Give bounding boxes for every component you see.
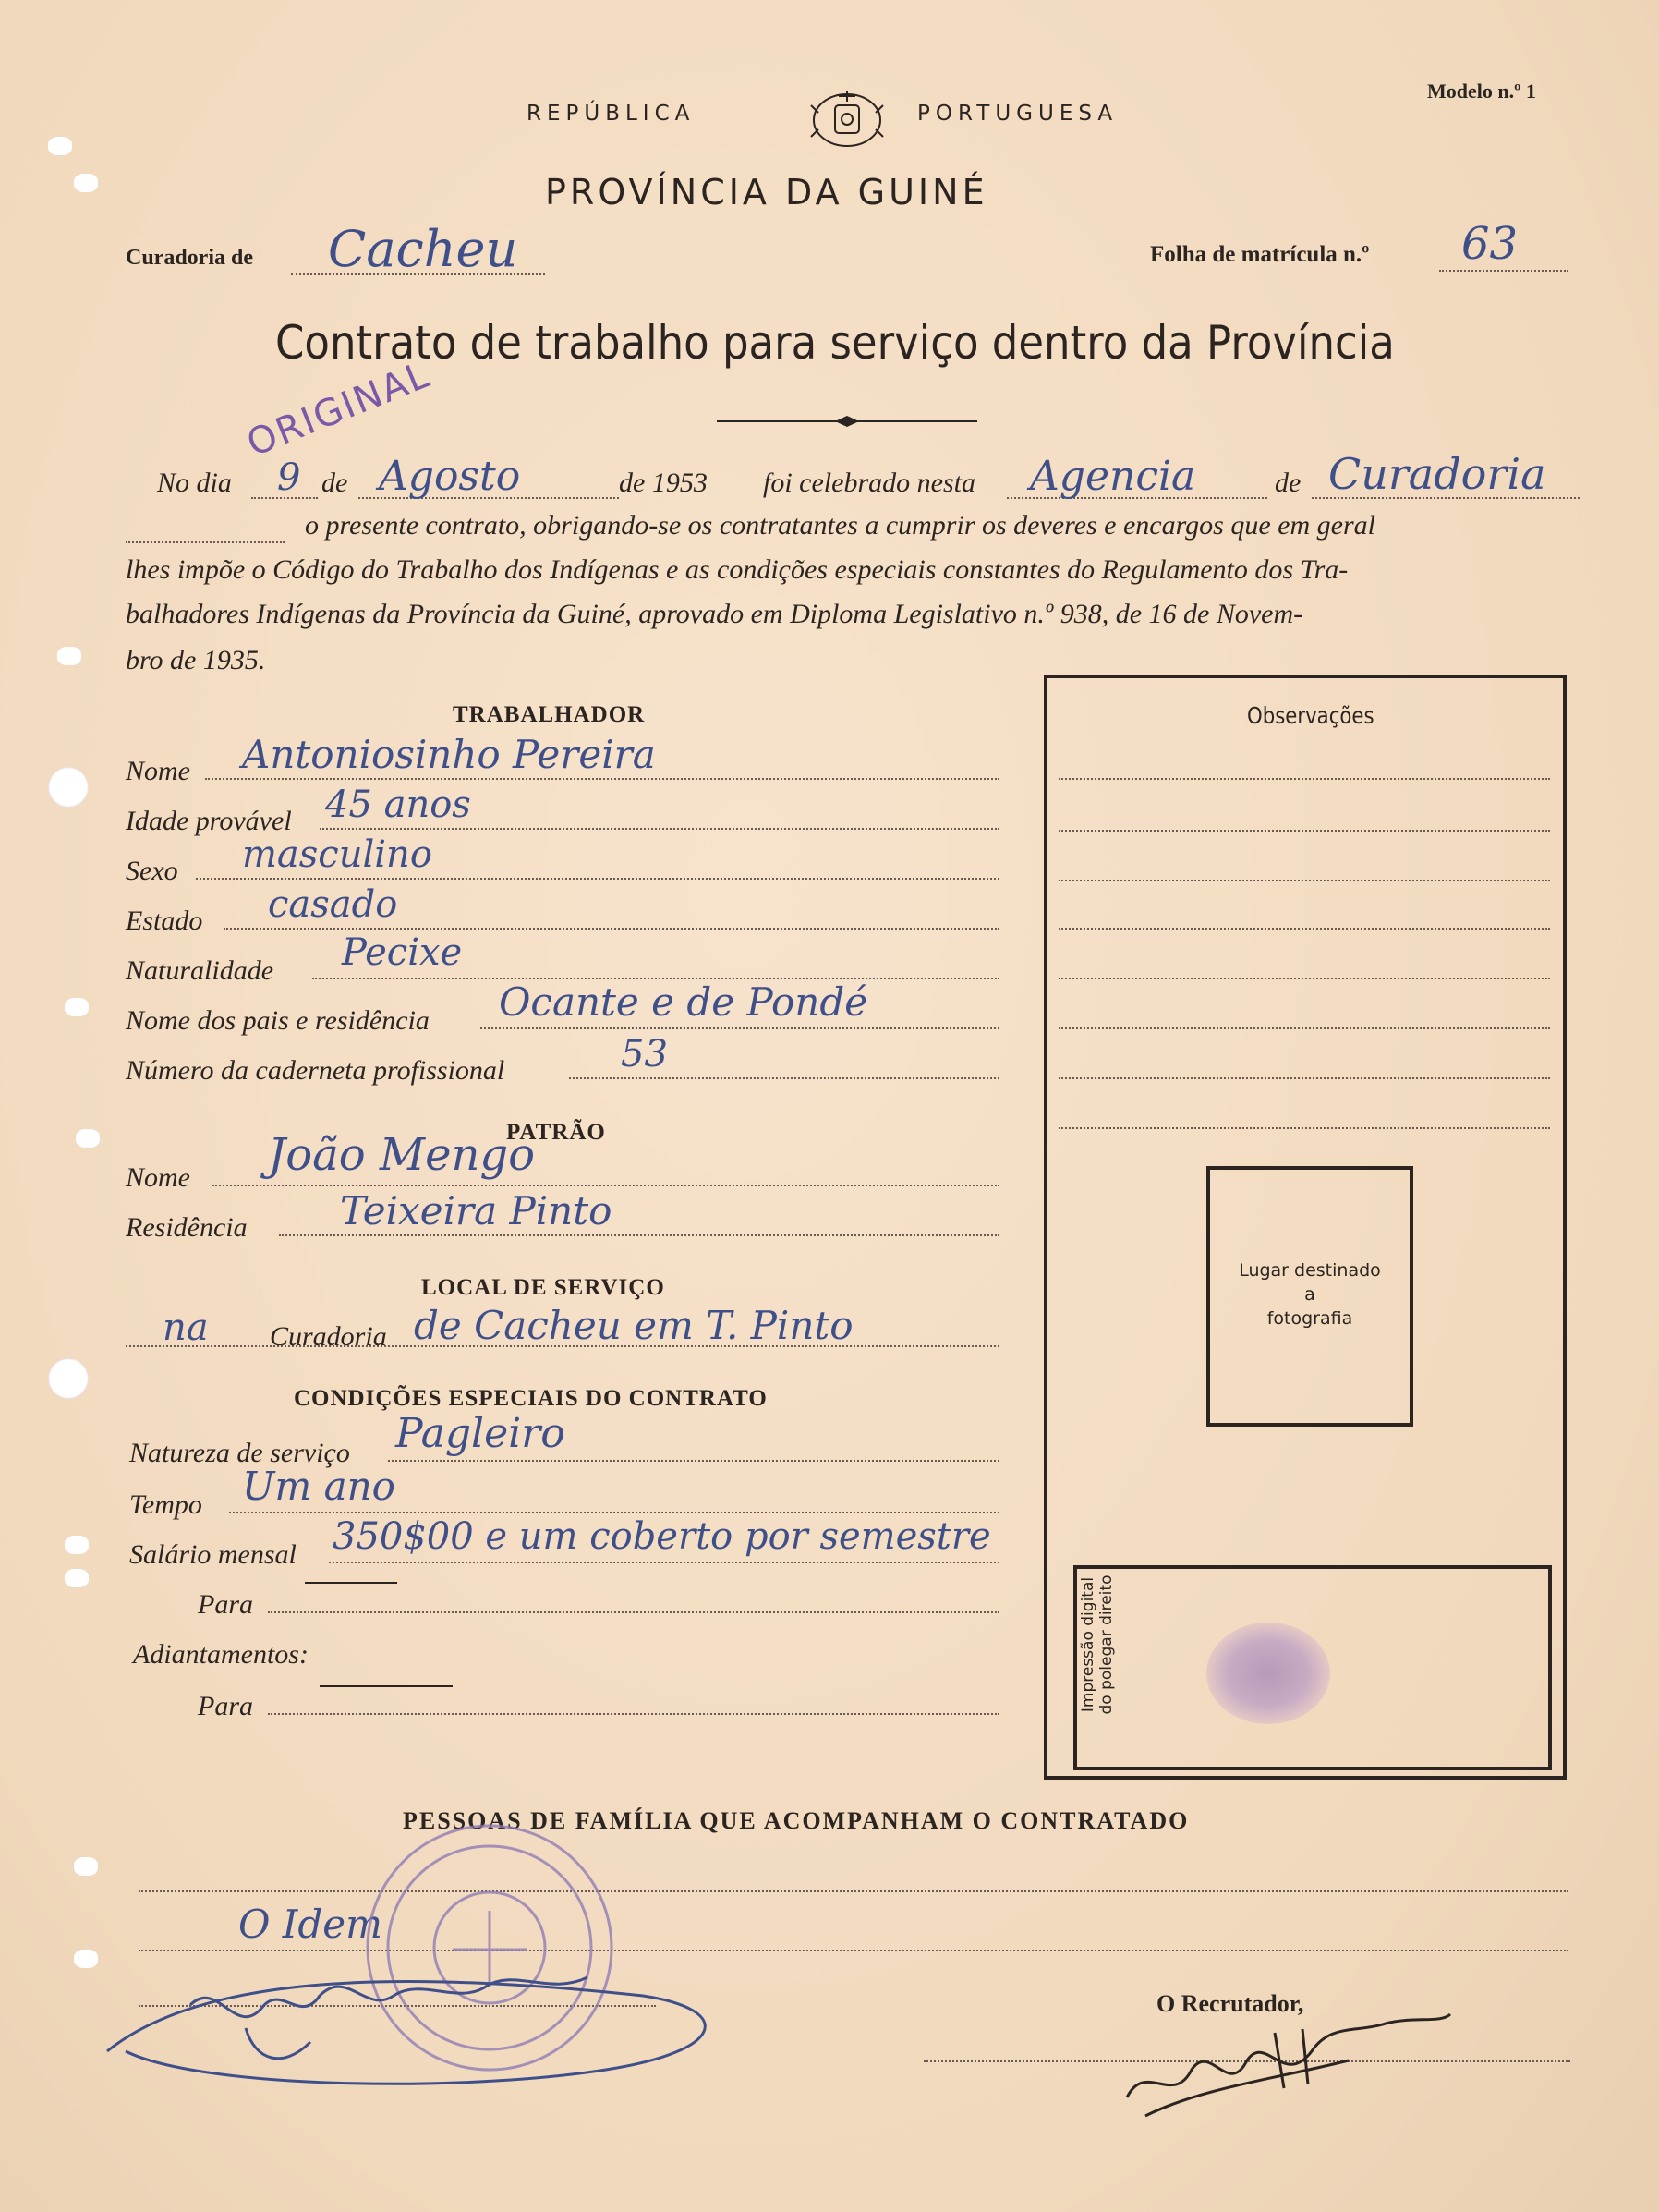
photo-text-1: Lugar destinado bbox=[1239, 1260, 1381, 1281]
para-2-label: Para bbox=[198, 1691, 253, 1721]
condicoes-heading: CONDIÇÕES ESPECIAIS DO CONTRATO bbox=[294, 1386, 768, 1411]
local-prefix: na bbox=[163, 1307, 209, 1349]
worker-state-label: Estado bbox=[126, 905, 203, 936]
family-entry: O Idem bbox=[238, 1902, 382, 1947]
photo-text-3: fotografia bbox=[1266, 1308, 1353, 1329]
family-heading: PESSOAS DE FAMÍLIA QUE ACOMPANHAM O CONTRATADO bbox=[403, 1807, 1190, 1834]
curadoria-value: Cacheu bbox=[328, 220, 518, 278]
obs-line bbox=[1059, 830, 1550, 832]
employer-name-label: Nome bbox=[126, 1162, 190, 1193]
header-republica: REPÚBLICA bbox=[527, 102, 696, 126]
worker-age-line bbox=[320, 828, 999, 830]
thumbprint-label bbox=[1079, 1552, 1116, 1737]
para-1-dash bbox=[305, 1582, 397, 1584]
employer-name: João Mengo bbox=[268, 1129, 536, 1181]
worker-name-line bbox=[205, 778, 999, 780]
worker-age-label: Idade provável bbox=[126, 806, 292, 836]
employer-residence: Teixeira Pinto bbox=[340, 1188, 612, 1234]
intro-de-1: de bbox=[321, 468, 348, 498]
thumbprint-label-2: do polegar direito bbox=[1097, 1574, 1116, 1715]
obs-line bbox=[1059, 880, 1550, 881]
worker-origin-label: Naturalidade bbox=[126, 955, 274, 986]
employer-name-line bbox=[212, 1185, 999, 1186]
worker-sex-label: Sexo bbox=[126, 856, 178, 886]
tear-mark bbox=[76, 1129, 100, 1148]
folha-value: 63 bbox=[1461, 218, 1519, 270]
worker-booklet-line bbox=[569, 1077, 999, 1079]
observations-label: Observações bbox=[1247, 702, 1374, 729]
para-2-line bbox=[268, 1713, 999, 1715]
tear-mark bbox=[48, 137, 72, 155]
local-label: Curadoria bbox=[270, 1321, 387, 1352]
employer-residence-label: Residência bbox=[126, 1212, 248, 1243]
folha-label: Folha de matrícula n.º bbox=[1150, 242, 1370, 267]
worker-age: 45 anos bbox=[325, 784, 471, 826]
obs-line bbox=[1059, 928, 1550, 930]
service-type: Pagleiro bbox=[395, 1410, 565, 1457]
intro-line-4: balhadores Indígenas da Província da Guiné, aprovado em Diploma Legislativo n.º 938, de 16 de Novem- bbox=[126, 599, 1303, 629]
advances-label: Adiantamentos: bbox=[133, 1639, 309, 1670]
worker-signature-icon bbox=[89, 1940, 754, 2097]
tear-mark bbox=[65, 1536, 89, 1554]
salary-label: Salário mensal bbox=[129, 1539, 297, 1570]
worker-parents: Ocante e de Pondé bbox=[499, 979, 868, 1025]
thumbprint-label-1: Impressão digital bbox=[1079, 1576, 1097, 1713]
photo-text-2: a bbox=[1304, 1284, 1315, 1305]
punch-hole bbox=[48, 1358, 89, 1399]
intro-org: Curadoria bbox=[1328, 449, 1546, 499]
intro-year-label: de 1953 bbox=[619, 468, 708, 498]
model-number: Modelo n.º 1 bbox=[1427, 79, 1536, 103]
photo-box bbox=[1206, 1166, 1413, 1427]
para-1-line bbox=[268, 1611, 999, 1613]
para-1-label: Para bbox=[198, 1589, 253, 1620]
service-type-label: Natureza de serviço bbox=[129, 1438, 350, 1468]
salary: 350$00 e um coberto por semestre bbox=[333, 1515, 991, 1558]
worker-name: Antoniosinho Pereira bbox=[242, 732, 656, 777]
intro-no-dia: No dia bbox=[157, 468, 232, 498]
duration-line bbox=[229, 1512, 999, 1513]
folha-line bbox=[1439, 270, 1568, 272]
province-title: PROVÍNCIA DA GUINÉ bbox=[545, 172, 988, 213]
trabalhador-heading: TRABALHADOR bbox=[453, 702, 646, 727]
intro-line-3: lhes impõe o Código do Trabalho dos Indígenas e as condições especiais constantes do Regulamento dos Tra- bbox=[126, 554, 1349, 585]
intro-blank-line bbox=[126, 541, 285, 543]
local-value: de Cacheu em T. Pinto bbox=[414, 1303, 854, 1348]
intro-day: 9 bbox=[277, 456, 301, 499]
worker-parents-label: Nome dos pais e residência bbox=[126, 1005, 430, 1036]
thumbprint-mark bbox=[1206, 1623, 1330, 1724]
recruiter-label: O Recrutador, bbox=[1156, 1990, 1304, 2017]
advances-dash bbox=[320, 1685, 453, 1687]
obs-line bbox=[1059, 1077, 1550, 1079]
worker-parents-line bbox=[480, 1027, 999, 1029]
obs-line bbox=[1059, 1127, 1550, 1129]
tear-mark bbox=[65, 1569, 89, 1587]
worker-sex: masculino bbox=[242, 833, 432, 876]
worker-state-line bbox=[224, 928, 999, 930]
obs-line bbox=[1059, 778, 1550, 780]
worker-sex-line bbox=[196, 878, 999, 880]
intro-foi: foi celebrado nesta bbox=[763, 468, 975, 498]
worker-name-label: Nome bbox=[126, 756, 190, 786]
obs-line bbox=[1059, 978, 1550, 979]
recruiter-signature-icon bbox=[1090, 1996, 1459, 2125]
title-divider bbox=[717, 414, 977, 429]
duration: Um ano bbox=[242, 1464, 395, 1509]
header-portuguesa: PORTUGUESA bbox=[917, 102, 1119, 126]
coat-of-arms-icon bbox=[805, 85, 889, 152]
curadoria-label: Curadoria de bbox=[126, 246, 253, 270]
tear-mark bbox=[74, 174, 98, 192]
intro-month: Agosto bbox=[379, 453, 521, 500]
duration-label: Tempo bbox=[129, 1489, 202, 1520]
intro-line-5: bro de 1935. bbox=[126, 645, 266, 675]
tear-mark bbox=[74, 1857, 98, 1876]
tear-mark bbox=[65, 998, 89, 1016]
worker-state: casado bbox=[268, 883, 398, 926]
original-stamp: ORIGINAL bbox=[241, 353, 437, 466]
punch-hole bbox=[48, 767, 89, 808]
tear-mark bbox=[57, 647, 81, 665]
obs-line bbox=[1059, 1027, 1550, 1029]
intro-de-3: de bbox=[1275, 468, 1302, 498]
intro-place: Agencia bbox=[1030, 453, 1196, 500]
worker-booklet-label: Número da caderneta profissional bbox=[126, 1055, 505, 1086]
contract-title: Contrato de trabalho para serviço dentro da Província bbox=[275, 316, 1395, 370]
patrao-heading: PATRÃO bbox=[506, 1120, 606, 1145]
local-heading: LOCAL DE SERVIÇO bbox=[421, 1275, 665, 1300]
intro-line-2: o presente contrato, obrigando-se os contratantes a cumprir os deveres e encargos que em geral bbox=[305, 510, 1375, 541]
employer-residence-line bbox=[279, 1234, 999, 1236]
service-type-line bbox=[388, 1460, 999, 1462]
salary-line bbox=[329, 1562, 999, 1563]
worker-origin: Pecixe bbox=[342, 931, 463, 974]
worker-booklet: 53 bbox=[621, 1033, 668, 1076]
